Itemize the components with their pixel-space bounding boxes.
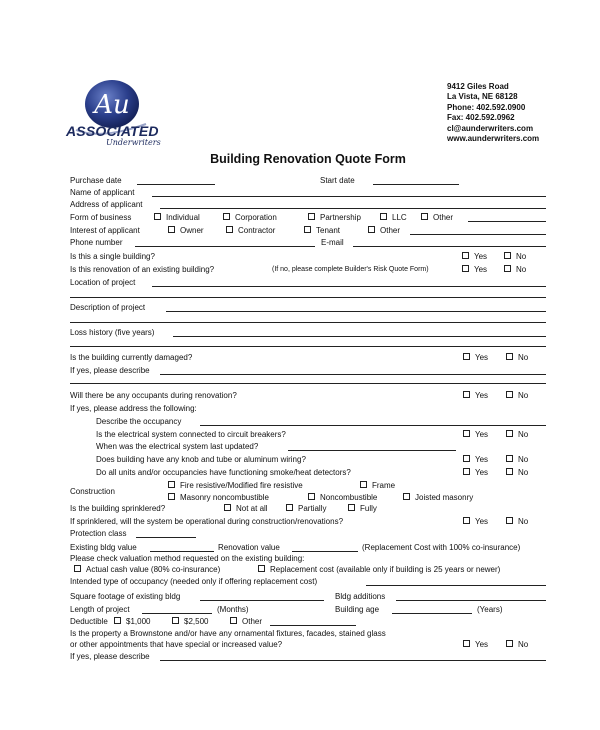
square-footage-label: Square footage of existing bldg — [70, 592, 181, 601]
row-interest-of-applicant — [70, 225, 546, 236]
svg-text:Au: Au — [94, 90, 130, 120]
renovation-value-field[interactable] — [292, 551, 358, 552]
logo-name: ASSOCIATED — [66, 123, 159, 139]
describe-occupancy-label: Describe the occupancy — [96, 417, 182, 426]
renovation-existing-yes[interactable] — [462, 264, 487, 275]
option-label: Fire resistive/Modified fire resistive — [180, 481, 303, 490]
interest-other-field[interactable] — [410, 234, 546, 235]
deductible-option-other[interactable] — [230, 616, 262, 627]
sprinkler-operational-no[interactable] — [506, 516, 528, 527]
option-label: Yes — [475, 517, 489, 526]
sprinkler-operational-yes[interactable] — [463, 516, 488, 527]
row-square-footage — [70, 591, 546, 602]
occupants-no[interactable] — [506, 390, 528, 401]
option-label: Partnership — [320, 213, 361, 222]
damage-describe-field[interactable] — [160, 374, 546, 375]
option-label: Owner — [180, 226, 204, 235]
option-label: No — [518, 640, 529, 649]
company-logo — [62, 80, 172, 148]
row-name-of-applicant — [70, 187, 546, 198]
row-currently-damaged — [70, 352, 546, 363]
occupants-yes[interactable] — [463, 390, 488, 401]
interest-option-contractor[interactable] — [226, 225, 275, 236]
contact-email[interactable]: cl@aunderwriters.com — [447, 123, 534, 133]
option-label: No — [518, 391, 529, 400]
valuation-method-label: Please check valuation method requested on the existing building: — [70, 554, 305, 563]
checkbox[interactable] — [462, 252, 469, 259]
contact-city: La Vista, NE 68128 — [447, 92, 518, 102]
row-purchase-date — [70, 175, 550, 186]
checkbox[interactable] — [506, 468, 513, 475]
checkbox[interactable] — [258, 565, 265, 572]
checkbox[interactable] — [463, 640, 470, 647]
sprinkler-option-fully[interactable] — [348, 503, 377, 514]
sprinklered-label: Is the building sprinklered? — [70, 504, 166, 513]
row-sprinklered — [70, 503, 546, 514]
currently-damaged-label: Is the building currently damaged? — [70, 353, 193, 362]
damage-describe-line-2[interactable] — [70, 383, 546, 384]
option-label: Contractor — [238, 226, 276, 235]
construction-option-masonry-noncombustible[interactable] — [168, 492, 269, 503]
row-describe-occupancy — [70, 416, 546, 427]
checkbox[interactable] — [172, 617, 179, 624]
phone-number-field[interactable] — [135, 246, 315, 247]
checkbox[interactable] — [168, 493, 175, 500]
option-label: Tenant — [316, 226, 341, 235]
address-of-applicant-field[interactable] — [160, 208, 546, 209]
intended-occupancy-field[interactable] — [366, 585, 546, 586]
description-of-project-label: Description of project — [70, 303, 146, 312]
option-label: Actual cash value (80% co-insurance) — [86, 565, 221, 574]
checkbox[interactable] — [380, 213, 387, 220]
brownstone-describe-field[interactable] — [160, 660, 546, 661]
option-label: Other — [242, 617, 263, 626]
checkbox[interactable] — [348, 504, 355, 511]
option-label: Partially — [298, 504, 327, 513]
contact-block — [447, 82, 539, 144]
deductible-option-1000[interactable] — [114, 616, 150, 627]
sprinkler-option-partially[interactable] — [286, 503, 326, 514]
checkbox[interactable] — [504, 265, 511, 272]
checkbox[interactable] — [463, 517, 470, 524]
sprinkler-operational-label: If sprinklered, will the system be operational during construction/renovations? — [70, 517, 344, 526]
business-option-corporation[interactable] — [223, 212, 277, 223]
form-title: Building Renovation Quote Form — [210, 152, 406, 166]
row-if-yes-address — [70, 403, 546, 414]
bldg-additions-label: Bldg additions — [335, 592, 386, 601]
contact-phone: Phone: 402.592.0900 — [447, 102, 526, 112]
description-of-project-field[interactable] — [166, 311, 546, 312]
row-phone-email — [70, 237, 546, 248]
option-label: No — [518, 455, 529, 464]
checkbox[interactable] — [504, 252, 511, 259]
business-option-llc[interactable] — [380, 212, 407, 223]
brownstone-no[interactable] — [506, 639, 528, 650]
description-of-project-line-2[interactable] — [70, 322, 546, 323]
checkbox[interactable] — [154, 213, 161, 220]
start-date-field[interactable] — [373, 184, 459, 185]
checkbox[interactable] — [403, 493, 410, 500]
checkbox[interactable] — [463, 468, 470, 475]
single-building-label: Is this a single building? — [70, 252, 155, 261]
checkbox[interactable] — [463, 455, 470, 462]
single-building-no[interactable] — [504, 251, 526, 262]
currently-damaged-no[interactable] — [506, 352, 528, 363]
smoke-detectors-label: Do all units and/or occupancies have functioning smoke/heat detectors? — [96, 468, 351, 477]
deductible-other-field[interactable] — [270, 625, 356, 626]
years-label: (Years) — [477, 605, 503, 614]
option-label: Noncombustible — [320, 493, 378, 502]
option-label: Other — [433, 213, 454, 222]
intended-occupancy-label: Intended type of occupancy (needed only if offering replacement cost) — [70, 577, 318, 586]
loss-history-line-2[interactable] — [70, 346, 546, 347]
checkbox[interactable] — [506, 517, 513, 524]
checkbox[interactable] — [224, 504, 231, 511]
purchase-date-field[interactable] — [137, 184, 215, 185]
option-label: Fully — [360, 504, 377, 513]
damage-describe-label: If yes, please describe — [70, 366, 150, 375]
building-age-field[interactable] — [392, 613, 472, 614]
row-form-of-business — [70, 212, 546, 223]
length-of-project-label: Length of project — [70, 605, 130, 614]
option-label: $1,000 — [126, 617, 151, 626]
row-description-of-project — [70, 302, 546, 313]
if-yes-address-label: If yes, please address the following: — [70, 404, 197, 413]
electrical-breakers-yes[interactable] — [463, 429, 488, 440]
phone-number-label: Phone number — [70, 238, 123, 247]
electrical-breakers-no[interactable] — [506, 429, 528, 440]
row-deductible — [70, 616, 546, 627]
option-label: Not at all — [236, 504, 268, 513]
checkbox[interactable] — [462, 265, 469, 272]
checkbox[interactable] — [74, 565, 81, 572]
protection-class-label: Protection class — [70, 529, 127, 538]
business-option-individual[interactable] — [154, 212, 200, 223]
checkbox[interactable] — [223, 213, 230, 220]
checkbox[interactable] — [114, 617, 121, 624]
checkbox[interactable] — [304, 226, 311, 233]
square-footage-field[interactable] — [200, 600, 324, 601]
renovation-note: (If no, please complete Builder's Risk Quote Form) — [272, 266, 429, 273]
row-brownstone-1 — [70, 628, 546, 639]
row-electrical-breakers — [70, 429, 546, 440]
checkbox[interactable] — [506, 430, 513, 437]
checkbox[interactable] — [286, 504, 293, 511]
checkbox[interactable] — [506, 455, 513, 462]
bldg-additions-field[interactable] — [396, 600, 546, 601]
replacement-cost-note: (Replacement Cost with 100% co-insurance) — [362, 543, 521, 552]
business-other-field[interactable] — [468, 221, 546, 222]
construction-option-joisted-masonry[interactable] — [403, 492, 473, 503]
checkbox[interactable] — [168, 226, 175, 233]
renovation-existing-label: Is this renovation of an existing building? — [70, 265, 215, 274]
checkbox[interactable] — [308, 493, 315, 500]
option-label: Corporation — [235, 213, 277, 222]
interest-of-applicant-label: Interest of applicant — [70, 226, 140, 235]
row-occupants — [70, 390, 546, 401]
option-label: Yes — [475, 430, 489, 439]
location-of-project-label: Location of project — [70, 278, 136, 287]
start-date-label: Start date — [320, 176, 355, 185]
checkbox[interactable] — [368, 226, 375, 233]
business-option-other[interactable] — [421, 212, 453, 223]
email-field[interactable] — [353, 246, 546, 247]
existing-bldg-value-label: Existing bldg value — [70, 543, 137, 552]
option-label: Other — [380, 226, 401, 235]
option-label: LLC — [392, 213, 407, 222]
checkbox[interactable] — [421, 213, 428, 220]
row-brownstone-2 — [70, 639, 546, 650]
existing-bldg-value-field[interactable] — [150, 551, 214, 552]
name-of-applicant-field[interactable] — [152, 196, 546, 197]
length-of-project-field[interactable] — [142, 613, 212, 614]
row-renovation-existing — [70, 264, 546, 275]
row-construction-2 — [70, 492, 546, 503]
location-of-project-field[interactable] — [152, 286, 546, 287]
protection-class-field[interactable] — [136, 537, 196, 538]
row-single-building — [70, 251, 546, 262]
checkbox[interactable] — [463, 430, 470, 437]
building-age-label: Building age — [335, 605, 380, 614]
row-protection-class — [70, 528, 546, 539]
option-label: Yes — [475, 468, 489, 477]
checkbox[interactable] — [506, 640, 513, 647]
form-of-business-label: Form of business — [70, 213, 132, 222]
option-label: Joisted masonry — [415, 493, 474, 502]
smoke-detectors-no[interactable] — [506, 467, 528, 478]
contact-fax: Fax: 402.592.0962 — [447, 113, 515, 123]
sprinkler-option-not-at-all[interactable] — [224, 503, 268, 514]
contact-street: 9412 Giles Road — [447, 82, 509, 91]
option-label: Frame — [372, 481, 396, 490]
brownstone-yes[interactable] — [463, 639, 488, 650]
row-valuation-options — [70, 564, 546, 575]
deductible-option-2500[interactable] — [172, 616, 208, 627]
smoke-detectors-yes[interactable] — [463, 467, 488, 478]
electrical-updated-label: When was the electrical system last updated? — [96, 442, 259, 451]
option-label: Yes — [474, 252, 488, 261]
electrical-updated-field[interactable] — [288, 450, 456, 451]
address-of-applicant-label: Address of applicant — [70, 200, 143, 209]
option-label: Yes — [475, 640, 489, 649]
option-label: No — [516, 252, 527, 261]
loss-history-label: Loss history (five years) — [70, 328, 155, 337]
checkbox[interactable] — [230, 617, 237, 624]
option-label: Yes — [474, 265, 488, 274]
checkbox[interactable] — [226, 226, 233, 233]
option-label: Individual — [166, 213, 200, 222]
months-label: (Months) — [217, 605, 249, 614]
row-intended-occupancy — [70, 576, 546, 587]
row-sprinkler-operational — [70, 516, 546, 527]
knob-tube-label: Does building have any knob and tube or aluminum wiring? — [96, 455, 306, 464]
checkbox[interactable] — [308, 213, 315, 220]
deductible-label: Deductible — [70, 617, 108, 626]
option-label: No — [516, 265, 527, 274]
brownstone-label-1: Is the property a Brownstone and/or have any ornamental fixtures, facades, stained glass — [70, 629, 386, 638]
option-label: Yes — [475, 353, 489, 362]
option-label: Yes — [475, 455, 489, 464]
row-knob-tube — [70, 454, 546, 465]
option-label: Yes — [475, 391, 489, 400]
purchase-date-label: Purchase date — [70, 176, 122, 185]
option-label: No — [518, 468, 529, 477]
construction-label: Construction — [70, 487, 115, 496]
email-label: E-mail — [321, 238, 344, 247]
renovation-value-label: Renovation value — [218, 543, 280, 552]
checkbox[interactable] — [506, 391, 513, 398]
occupants-label: Will there be any occupants during renovation? — [70, 391, 237, 400]
name-of-applicant-label: Name of applicant — [70, 188, 135, 197]
row-brownstone-describe — [70, 651, 546, 662]
row-location-of-project — [70, 277, 546, 288]
row-address-of-applicant — [70, 199, 546, 210]
logo-tagline: Underwriters — [106, 138, 161, 147]
valuation-option-actual-cash[interactable] — [74, 564, 220, 575]
interest-option-other[interactable] — [368, 225, 400, 236]
knob-tube-no[interactable] — [506, 454, 528, 465]
row-damage-describe — [70, 365, 546, 376]
interest-option-tenant[interactable] — [304, 225, 340, 236]
row-existing-bldg-value — [70, 542, 546, 553]
single-building-yes[interactable] — [462, 251, 487, 262]
brownstone-describe-label: If yes, please describe — [70, 652, 150, 661]
business-option-partnership[interactable] — [308, 212, 361, 223]
checkbox[interactable] — [463, 353, 470, 360]
knob-tube-yes[interactable] — [463, 454, 488, 465]
option-label: Masonry noncombustible — [180, 493, 269, 502]
option-label: No — [518, 430, 529, 439]
checkbox[interactable] — [506, 353, 513, 360]
brownstone-label-2: or other appointments that have special or increased value? — [70, 640, 283, 649]
valuation-option-replacement-cost[interactable] — [258, 564, 500, 575]
option-label: Replacement cost (available only if building is 25 years or newer) — [270, 565, 501, 574]
loss-history-field[interactable] — [173, 336, 546, 337]
checkbox[interactable] — [463, 391, 470, 398]
describe-occupancy-field[interactable] — [200, 425, 546, 426]
option-label: No — [518, 517, 529, 526]
option-label: No — [518, 353, 529, 362]
option-label: $2,500 — [184, 617, 209, 626]
currently-damaged-yes[interactable] — [463, 352, 488, 363]
row-loss-history — [70, 327, 546, 338]
contact-website[interactable]: www.aunderwriters.com — [447, 133, 540, 143]
electrical-breakers-label: Is the electrical system connected to circuit breakers? — [96, 430, 286, 439]
row-valuation-method — [70, 553, 546, 564]
interest-option-owner[interactable] — [168, 225, 204, 236]
construction-option-noncombustible[interactable] — [308, 492, 377, 503]
row-electrical-updated — [70, 441, 546, 452]
renovation-existing-no[interactable] — [504, 264, 526, 275]
row-length-of-project — [70, 604, 546, 615]
row-smoke-detectors — [70, 467, 546, 478]
location-of-project-line-2[interactable] — [70, 297, 546, 298]
